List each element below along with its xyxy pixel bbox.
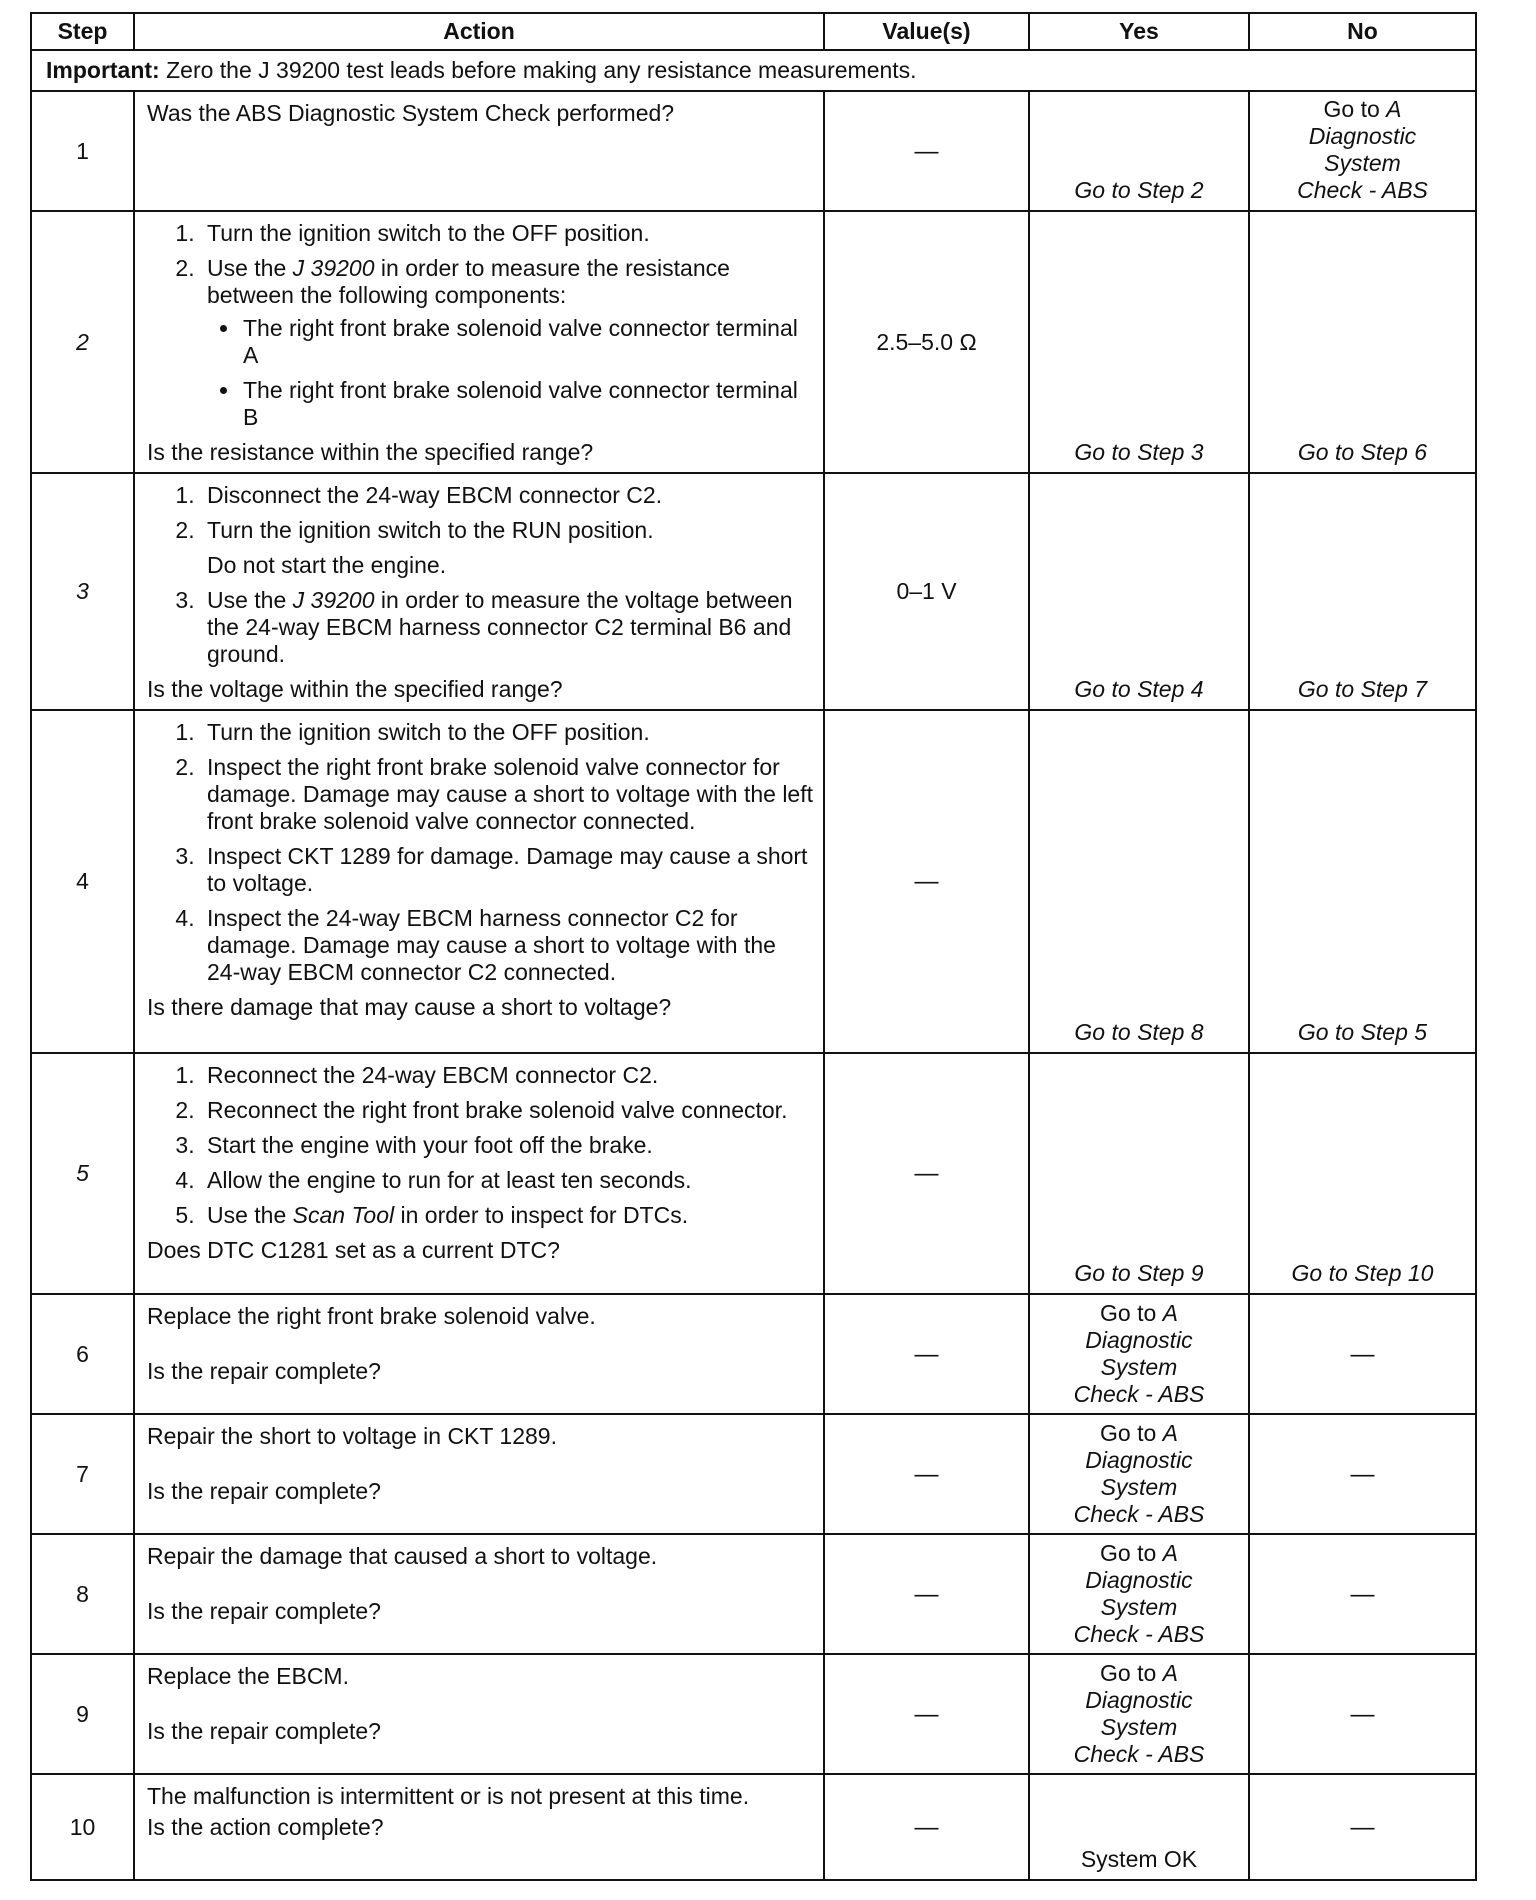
action-item: 1. Turn the ignition switch to the OFF position. [201,220,813,247]
step-number: 1 [31,91,134,211]
action-question: Is the repair complete? [147,1598,381,1624]
goto-line: Diagnostic [1085,1327,1193,1353]
action-item: 1. Turn the ignition switch to the OFF position. [201,719,813,746]
yes-cell [1029,1774,1249,1880]
no-cell [1249,1654,1476,1774]
table-row [31,710,1476,1053]
value-cell [824,473,1029,710]
no-dash: — [1350,1700,1375,1728]
step-number: 3 [31,473,134,710]
goto-line: Check - ABS [1297,177,1428,203]
yes-cell [1029,1534,1249,1654]
action-question: Does DTC C1281 set as a current DTC? [147,1237,560,1263]
diagnostic-table [30,12,1477,1881]
text-run: in order to measure the voltage between the 24-way EBCM harness connector C2 terminal B6 and ground. [207,587,793,667]
value-text: 2.5–5.0 Ω [876,328,977,355]
step-number: 7 [31,1414,134,1534]
yes-goto-link[interactable]: Go to Step 2 [1074,177,1204,203]
table-row [31,91,1476,211]
action-question: Is the repair complete? [147,1358,381,1384]
no-goto-link[interactable] [1250,96,1475,204]
yes-goto-link[interactable] [1030,1300,1248,1408]
action-item: 1. Disconnect the 24-way EBCM connector C2. [201,482,813,509]
table-row [31,1654,1476,1774]
action-item: 4. Allow the engine to run for at least ten seconds. [201,1167,813,1194]
action-cell [134,91,824,211]
value-dash: — [914,868,939,895]
action-cell [134,1294,824,1414]
goto-text: Go to [1100,1540,1163,1566]
text-run: in order to measure the resistance between the following components: [207,255,730,308]
no-dash: — [1350,1580,1375,1608]
yes-goto-link[interactable] [1030,1660,1248,1768]
action-item [201,1202,813,1229]
no-cell [1249,1534,1476,1654]
no-goto-link[interactable]: Go to Step 6 [1297,439,1428,465]
important-label: Important: [46,57,160,83]
step-number: 8 [31,1534,134,1654]
header-row [31,13,1476,50]
value-cell [824,211,1029,473]
tool-name: Scan Tool [292,1202,395,1228]
action-item: 4. Inspect the 24-way EBCM harness connector C2 for damage. Damage may cause a short to voltage with the 24-way EBCM connector C2 connected. [201,905,813,986]
spacer [147,1570,813,1598]
table-row [31,1414,1476,1534]
goto-line: System [1100,1354,1178,1380]
yes-cell [1029,91,1249,211]
yes-cell [1029,1414,1249,1534]
goto-letter: A [1162,1300,1178,1326]
goto-text: Go to [1100,1660,1163,1686]
action-cell [134,473,824,710]
goto-line: System [1324,150,1401,176]
bullet-item: • The right front brake solenoid valve connector terminal A [241,315,813,369]
value-dash: — [914,1340,939,1368]
important-row [31,50,1476,91]
action-question: Was the ABS Diagnostic System Check performed? [147,100,675,126]
no-goto-link[interactable]: Go to Step 5 [1297,1019,1428,1045]
no-cell [1249,1774,1476,1880]
table-row [31,1534,1476,1654]
action-text: Replace the right front brake solenoid valve. [147,1303,596,1329]
yes-goto-link[interactable] [1030,1540,1248,1648]
no-dash: — [1350,1813,1375,1841]
action-question: Is the repair complete? [147,1718,381,1744]
text-run: Use the [207,255,293,281]
text-run: Do not start the engine. [207,552,447,578]
no-cell [1249,1294,1476,1414]
goto-line: System [1100,1714,1178,1740]
goto-line: Diagnostic [1085,1567,1193,1593]
action-cell [134,1053,824,1294]
no-dash: — [1350,1340,1375,1368]
step-number: 4 [31,710,134,1053]
header-no: No [1249,13,1476,50]
goto-letter: A [1386,96,1402,122]
yes-cell [1029,473,1249,710]
action-steps [147,220,813,431]
action-cell [134,1414,824,1534]
tool-name: J 39200 [292,255,375,281]
goto-letter: A [1162,1540,1178,1566]
action-item: 3. Inspect CKT 1289 for damage. Damage may cause a short to voltage. [201,843,813,897]
header-yes: Yes [1029,13,1249,50]
action-text: Repair the damage that caused a short to voltage. [147,1543,658,1569]
value-dash: — [914,1700,939,1728]
yes-cell [1029,710,1249,1053]
no-cell [1249,91,1476,211]
table-row [31,473,1476,710]
yes-result[interactable]: System OK [1080,1846,1198,1872]
header-action: Action [134,13,824,50]
no-cell [1249,1053,1476,1294]
table-row [31,1294,1476,1414]
action-question: Is there damage that may cause a short to voltage? [147,994,672,1020]
spacer [147,1330,813,1358]
value-cell [824,1414,1029,1534]
value-cell [824,1774,1029,1880]
action-cell [134,1774,824,1880]
step-number: 6 [31,1294,134,1414]
yes-goto-link[interactable]: Go to Step 9 [1074,1260,1204,1286]
yes-goto-link[interactable]: Go to Step 3 [1074,439,1204,465]
value-cell [824,91,1029,211]
table-row [31,211,1476,473]
bullet-list [207,315,813,431]
action-item: 2. Inspect the right front brake solenoid valve connector for damage. Damage may cause a short to voltage with the left front brake solenoid valve connector connected. [201,754,813,835]
action-item: 3. Start the engine with your foot off the brake. [201,1132,813,1159]
action-cell [134,1654,824,1774]
spacer [147,1450,813,1478]
text-run: Use the [207,1202,293,1228]
header-step: Step [31,13,134,50]
no-cell [1249,710,1476,1053]
no-cell [1249,211,1476,473]
goto-line: Diagnostic [1308,123,1417,149]
value-cell [824,1654,1029,1774]
action-cell [134,211,824,473]
text-run: in order to inspect for DTCs. [394,1202,689,1228]
goto-line: System [1100,1474,1178,1500]
action-steps [147,1062,813,1229]
value-cell [824,1294,1029,1414]
yes-cell [1029,1294,1249,1414]
goto-text: Go to [1100,1420,1163,1446]
action-cell [134,710,824,1053]
action-question: Is the repair complete? [147,1478,381,1504]
goto-line: Check - ABS [1073,1741,1205,1767]
yes-cell [1029,211,1249,473]
table-row [31,1053,1476,1294]
table-row [31,1774,1476,1880]
no-cell [1249,1414,1476,1534]
action-cell [134,1534,824,1654]
no-goto-link[interactable]: Go to Step 7 [1297,676,1428,702]
action-steps [147,719,813,986]
value-text: 0–1 V [896,578,957,604]
goto-line: System [1100,1594,1178,1620]
step-number: 2 [31,211,134,473]
action-steps [147,482,813,668]
spacer [147,1690,813,1718]
goto-text: Go to [1323,96,1387,122]
action-item [201,587,813,668]
yes-cell [1029,1654,1249,1774]
value-dash: — [914,1580,939,1608]
goto-line: Diagnostic [1085,1447,1193,1473]
goto-letter: A [1162,1420,1178,1446]
tool-name: J 39200 [292,587,375,613]
action-item: 1. Reconnect the 24-way EBCM connector C2. [201,1062,813,1089]
action-question: Is the action complete? [147,1814,384,1840]
bullet-item: • The right front brake solenoid valve connector terminal B [241,377,813,431]
action-question: Is the voltage within the specified range? [147,676,563,702]
header-values: Value(s) [824,13,1029,50]
goto-line: Check - ABS [1073,1621,1205,1647]
action-item [201,255,813,431]
value-cell [824,1053,1029,1294]
goto-line: Diagnostic [1085,1687,1193,1713]
step-number: 10 [31,1774,134,1880]
value-dash: — [914,1813,939,1841]
goto-letter: A [1162,1660,1178,1686]
action-text: Repair the short to voltage in CKT 1289. [147,1423,557,1449]
action-item [201,517,813,579]
value-dash: — [914,137,939,165]
yes-goto-link[interactable] [1030,1420,1248,1528]
no-goto-link[interactable]: Go to Step 10 [1291,1260,1434,1286]
goto-line: Check - ABS [1073,1501,1205,1527]
yes-goto-link[interactable]: Go to Step 4 [1074,676,1204,702]
goto-line: Check - ABS [1073,1381,1205,1407]
text-run: Use the [207,587,293,613]
important-note [31,50,1476,91]
yes-goto-link[interactable]: Go to Step 8 [1074,1019,1204,1045]
goto-text: Go to [1100,1300,1163,1326]
action-text: The malfunction is intermittent or is not present at this time. [147,1783,750,1809]
value-dash: — [914,1160,939,1187]
value-cell [824,1534,1029,1654]
action-question: Is the resistance within the specified range? [147,439,594,465]
step-number: 9 [31,1654,134,1774]
action-text: Replace the EBCM. [147,1663,349,1689]
action-item: 2. Reconnect the right front brake solenoid valve connector. [201,1097,813,1124]
step-number: 5 [31,1053,134,1294]
text-run: Turn the ignition switch to the RUN position. [207,517,654,543]
yes-cell [1029,1053,1249,1294]
no-cell [1249,473,1476,710]
important-text: Zero the J 39200 test leads before making any resistance measurements. [159,57,917,83]
value-dash: — [914,1460,939,1488]
no-dash: — [1350,1460,1375,1488]
value-cell [824,710,1029,1053]
